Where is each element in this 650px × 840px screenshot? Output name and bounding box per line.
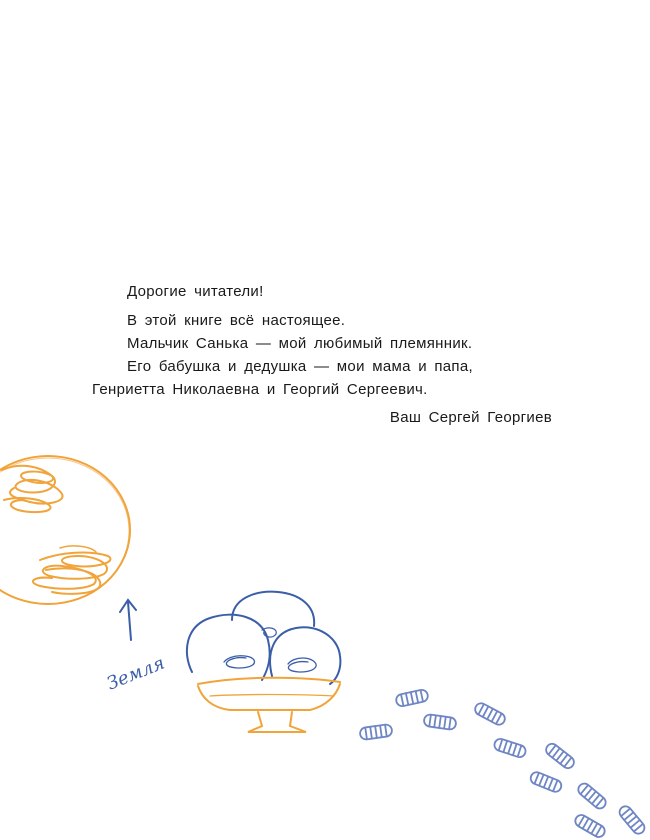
ice-cream-bowl bbox=[198, 678, 340, 732]
signature: Ваш Сергей Георгиев bbox=[389, 409, 552, 426]
dedication-line-3: Его бабушка и дедушка — мои мама и папа, bbox=[127, 358, 473, 375]
earth-label: Земля bbox=[104, 652, 168, 695]
greeting: Дорогие читатели! bbox=[127, 283, 264, 300]
dedication-line-4: Генриетта Николаевна и Георгий Сергеевич. bbox=[92, 381, 428, 398]
dedication-line-2: Мальчик Санька — мой любимый племянник. bbox=[127, 335, 473, 352]
arrow-up-icon bbox=[120, 600, 136, 640]
dedication-line-1: В этой книге всё настоящее. bbox=[127, 312, 346, 329]
footprints bbox=[359, 689, 647, 839]
earth-drawing bbox=[0, 456, 130, 604]
ice-cream-scoops bbox=[187, 592, 341, 684]
